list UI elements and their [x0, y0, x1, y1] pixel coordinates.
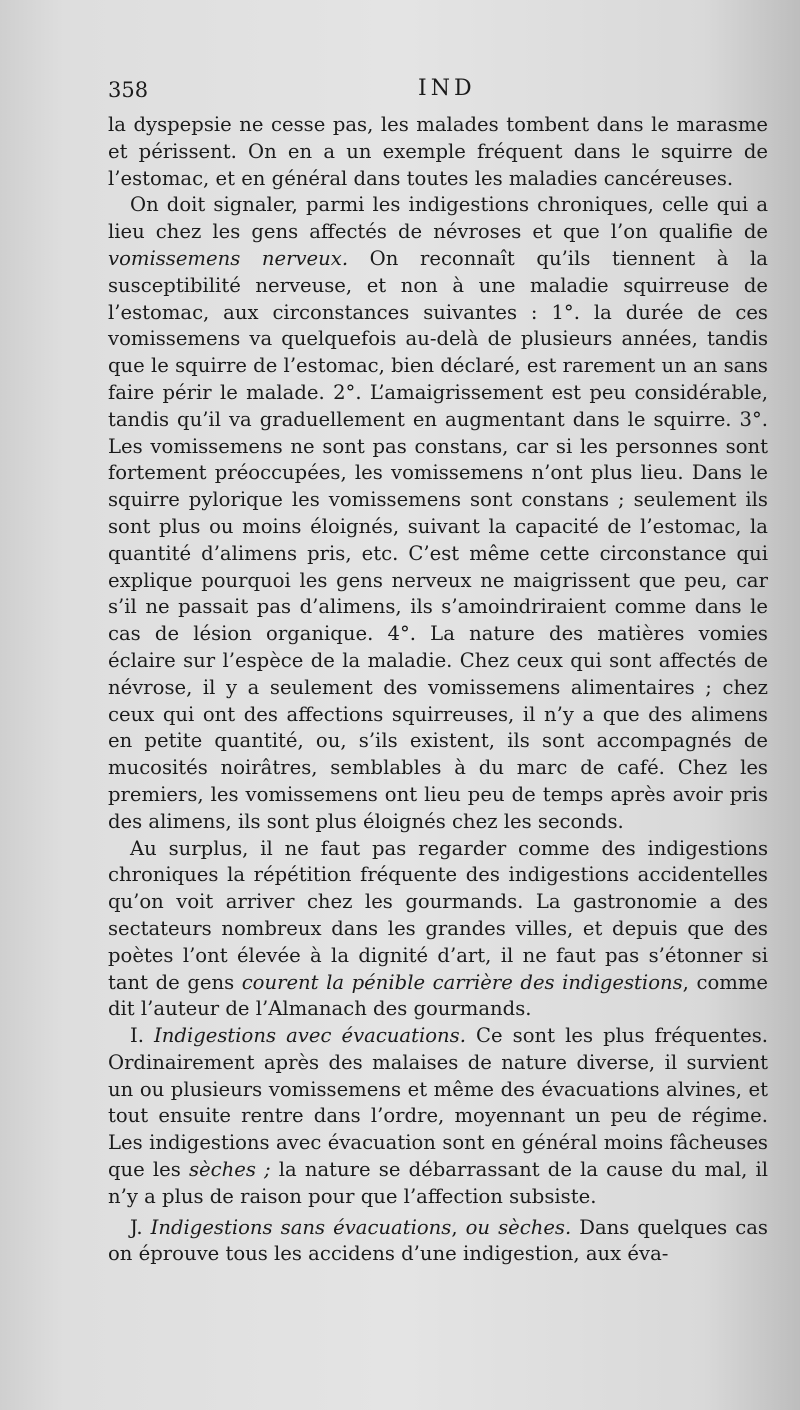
- paragraph-gastronomie: [108, 836, 768, 1024]
- section-letter: I.: [130, 1024, 155, 1048]
- paragraph-text: Dans quelques cas on éprouve tous les accidens d’une indigestion, aux éva-: [108, 1215, 768, 1266]
- italic-term: vomissemens nerveux.: [108, 246, 349, 270]
- page-header: [108, 72, 768, 112]
- paragraph-text: Ce sont les plus fréquentes. Ordinairement après des malaises de nature diverse, il survient un ou plusieurs vomissemens et même des évacuations alvines, et tout ensuite rentre dans l’ordre, moyennant un peu de régime. Les indigestions avec évacuation sont en général moins fâcheuses que les: [108, 1024, 768, 1182]
- paragraph-vomissemens-nerveux: [108, 192, 768, 835]
- section-title: Indigestions avec évacuations.: [154, 1024, 466, 1048]
- paragraph-text: On reconnaît qu’ils tiennent à la susceptibilité nerveuse, et non à une maladie squirreuse de l’estomac, aux circonstances suivantes : 1°. la durée de ces vomissemens va quelquefois au-delà de plusieurs années, tandis que le squirre de l’estomac, bien déclaré, est rarement un an sans faire périr le malade. 2°. L’amaigrissement est peu considérable, tandis qu’il va graduellement en augmentant dans le squirre. 3°. Les vomissemens ne sont pas constans, car si les personnes sont fortement préoccupées, les vomissemens n’ont plus lieu. Dans le squirre pylorique les vomissemens sont constans ; seulement ils sont plus ou moins éloignés, suivant la capacité de l’estomac, la quantité d’alimens pris, etc. C’est même cette circonstance qui explique pourquoi les gens nerveux ne maigrissent que peu, car s’il ne passait pas d’alimens, ils s’amoindriraient comme dans le cas de lésion organique. 4°. La nature des matières vomies éclaire sur l’espèce de la maladie. Chez ceux qui sont affectés de névrose, il y a seulement des vomissemens alimentaires ; chez ceux qui ont des affections squirreuses, il n’y a que des alimens en petite quantité, ou, s’ils existent, ils sont accompagnés de mucosités noirâtres, semblables à du marc de café. Chez les premiers, les vomissemens ont lieu peu de temps après avoir pris des alimens, ils sont plus éloignés chez les seconds.: [108, 246, 768, 833]
- paragraph-text: la nature se débarrassant de la cause du mal, il n’y a plus de raison pour que l’affection subsiste.: [108, 1158, 768, 1208]
- paragraph-dyspepsie: [108, 112, 768, 192]
- section-title: Indigestions sans évacuations: [150, 1215, 452, 1239]
- section-i-indigestions-avec-evacuations: [108, 1023, 768, 1211]
- section-j-indigestions-sans-evacuations: [108, 1215, 768, 1269]
- page-number: 358: [108, 78, 149, 102]
- paragraph-text: la dyspepsie ne cesse pas, les malades tombent dans le marasme et périssent. On en a un exemple fréquent dans le squirre de l’estomac, et en général dans toutes les maladies cancéreuses.: [108, 113, 768, 190]
- paragraph-text: ,: [451, 1215, 466, 1239]
- paragraph-text: On doit signaler, parmi les indigestions chroniques, celle qui a lieu chez les gens affectés de névroses et que l’on qualifie de: [108, 193, 768, 244]
- section-letter: J.: [130, 1215, 151, 1239]
- running-head: IND: [418, 76, 476, 101]
- paragraph-text: , comme dit l’auteur de l’Almanach des gourmands.: [108, 970, 768, 1021]
- italic-term: sèches ;: [188, 1158, 271, 1182]
- paragraph-text: Au surplus, il ne faut pas regarder comme des indigestions chroniques la répétition fréquente des indigestions accidentelles qu’on voit arriver chez les gourmands. La gastronomie a des sectateurs nombreux dans les grandes villes, et depuis que des poètes l’ont élevée à la dignité d’art, il ne faut pas s’étonner si tant de gens: [108, 836, 768, 994]
- italic-quote: courent la pénible carrière des indigestions: [241, 970, 683, 994]
- text-block: [108, 72, 768, 1268]
- section-title-alt: ou sèches.: [465, 1215, 572, 1239]
